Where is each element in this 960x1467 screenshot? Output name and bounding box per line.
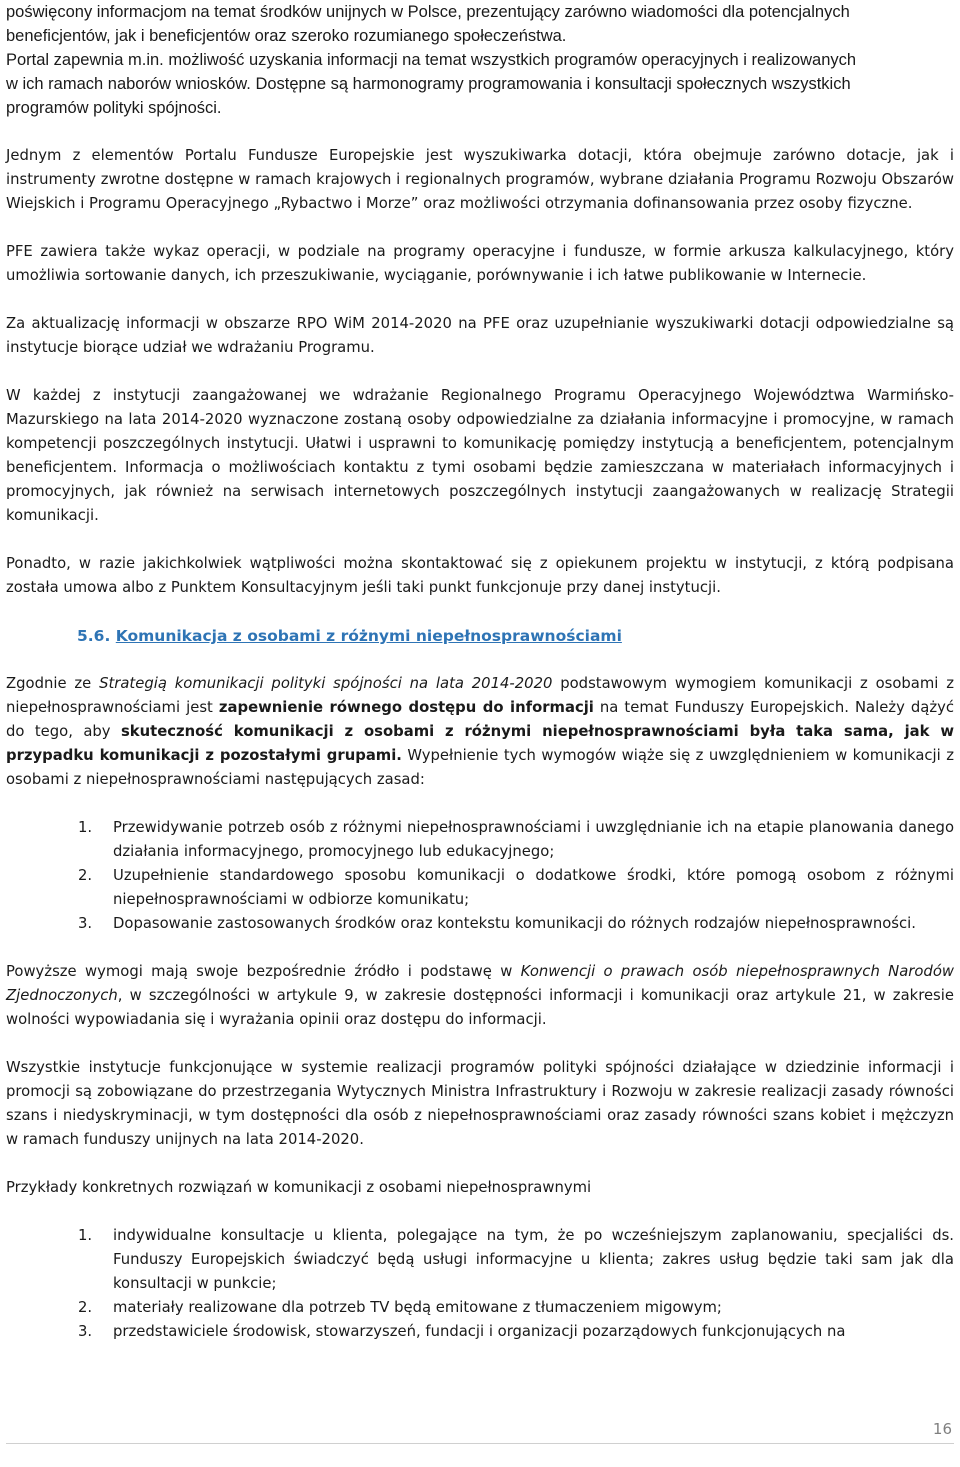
list-marker: 1. [78, 819, 93, 836]
list-marker: 1. [78, 1227, 93, 1244]
list-item-text: Dopasowanie zastosowanych środków oraz kontekstu komunikacji do różnych rodzajów niepełnosprawności. [113, 915, 916, 932]
portal-description [6, 0, 954, 120]
list-item-text: Przewidywanie potrzeb osób z różnymi niepełnosprawnościami i uwzględnianie ich na etapie planowania danego działania informacyjnego, promocyjnego lub edukacyjnego; [113, 819, 954, 860]
footer-divider [6, 1443, 954, 1444]
list-marker: 2. [78, 1299, 93, 1316]
emphasis-equal-access: zapewnienie równego dostępu do informacji [218, 699, 594, 716]
paragraph-operations-list: PFE zawiera także wykaz operacji, w podziale na programy operacyjne i fundusze, w formie arkusza kalkulacyjnego, który umożliwia sortowanie danych, ich przeszukiwanie, wyciąganie, porównywanie i ich łatwe publikowanie w Internecie. [6, 243, 954, 284]
paragraph-examples-intro: Przykłady konkretnych rozwiązań w komunikacji z osobami niepełnosprawnymi [6, 1179, 592, 1196]
list-item [6, 912, 954, 936]
list-item-text: Uzupełnienie standardowego sposobu komunikacji o dodatkowe środki, które pomogą osobom z różnymi niepełnosprawnościami w odbiorze komunikatu; [113, 867, 954, 908]
paragraph-strategy [6, 672, 954, 792]
section-heading [77, 624, 954, 648]
text-line: poświęcony informacjom na temat środków unijnych w Polsce, prezentujący zarówno wiadomości dla potencjalnych [6, 3, 850, 21]
convention-title: Konwencji o prawach osób niepełnosprawnych Narodów Zjednoczonych [6, 963, 954, 1004]
text-run: Zgodnie ze [6, 675, 100, 692]
list-item-text: indywidualne konsultacje u klienta, polegające na tym, że po wcześniejszym zaplanowaniu, specjaliści ds. Funduszy Europejskich świadczyć będą usługi informacyjne u klienta; zakres usług będzie taki sam jak dla konsultacji w punkcie; [113, 1227, 954, 1292]
text-line: programów polityki spójności. [6, 99, 222, 117]
list-item [6, 816, 954, 864]
text-run: podstawowym wymogiem komunikacji z osobami z niepełnosprawnościami jest [6, 675, 954, 716]
paragraph-convention [6, 960, 954, 1032]
paragraph-search-engine: Jednym z elementów Portalu Fundusze Europejskie jest wyszukiwarka dotacji, która obejmuje zarówno dotacje, jak i instrumenty zwrotne dostępne w ramach krajowych i regionalnych programów, wybrane działania Programu Rozwoju Obszarów Wiejskich i Programu Operacyjnego „Rybactwo i Morze” oraz możliwości otrzymania dofinansowania przez osoby fizyczne. [6, 147, 954, 212]
section-number: 5.6. [77, 627, 111, 645]
list-item-text: materiały realizowane dla potrzeb TV będą emitowane z tłumaczeniem migowym; [113, 1299, 722, 1316]
text-line: Portal zapewnia m.in. możliwość uzyskania informacji na temat wszystkich programów operacyjnych i realizowanych [6, 51, 857, 69]
paragraph-update-responsibility: Za aktualizację informacji w obszarze RPO WiM 2014-2020 na PFE oraz uzupełnianie wyszukiwarki dotacji odpowiedzialne są instytucje biorące udział we wdrażaniu Programu. [6, 315, 954, 356]
text-run: na temat Funduszy Europejskich. Należy dążyć do tego, aby [6, 699, 954, 740]
list-marker: 2. [78, 867, 93, 884]
paragraph-responsible-persons: W każdej z instytucji zaangażowanej we wdrażanie Regionalnego Programu Operacyjnego Województwa Warmińsko-Mazurskiego na lata 2014-2020 wyznaczone zostaną osoby odpowiedzialne za działania informacyjne i promocyjne, w ramach kompetencji poszczególnych instytucji. Ułatwi i usprawni to komunikację pomiędzy instytucją a beneficjentem, potencjalnym beneficjentem. Informacja o możliwościach kontaktu z tymi osobami będzie zamieszczana w materiałach informacyjnych i promocyjnych, jak również na serwisach internetowych poszczególnych instytucji zaangażowanych w realizację Strategii komunikacji. [6, 387, 954, 524]
section-title: Komunikacja z osobami z różnymi niepełnosprawnościami [115, 627, 622, 645]
text-line: beneficjentów, jak i beneficjentów oraz szeroko rozumianego społeczeństwa. [6, 27, 567, 45]
emphasis-effectiveness: skuteczność komunikacji z osobami z różnymi niepełnosprawnościami była taka sama, jak w przypadku komunikacji z pozostałymi grupami. [6, 723, 954, 764]
list-item [6, 1320, 954, 1344]
text-run: Powyższe wymogi mają swoje bezpośrednie źródło i podstawę w [6, 963, 521, 980]
document-page [6, 0, 954, 1344]
paragraph-guidelines: Wszystkie instytucje funkcjonujące w systemie realizacji programów polityki spójności działające w dziedzinie informacji i promocji są zobowiązane do przestrzegania Wytycznych Ministra Infrastruktury i Rozwoju w zakresie realizacji zasady równości szans i niedyskryminacji, w tym dostępności dla osób z niepełnosprawnościami oraz zasady równości szans kobiet i mężczyzn w ramach funduszy unijnych na lata 2014-2020. [6, 1059, 954, 1148]
text-run: Wypełnienie tych wymogów wiąże się z uwzględnieniem w komunikacji z osobami z niepełnosprawnościami następujących zasad: [6, 747, 954, 788]
list-item [6, 1296, 954, 1320]
list-marker: 3. [78, 1323, 93, 1340]
list-marker: 3. [78, 915, 93, 932]
text-line: Dostępne są harmonogramy programowania i konsultacji społecznych wszystkich [255, 75, 851, 93]
strategy-title: Strategią komunikacji polityki spójności na lata 2014-2020 [99, 675, 553, 692]
list-item [6, 864, 954, 912]
examples-list [6, 1224, 954, 1344]
text-run: , w szczególności w artykule 9, w zakresie dostępności informacji i komunikacji oraz artykule 21, w zakresie wolności wypowiadania się i wyrażania opinii oraz dostępu do informacji. [6, 987, 954, 1028]
principles-list [6, 816, 954, 936]
text-line: w ich ramach naborów wniosków. [6, 75, 256, 93]
paragraph-contact-guardian: Ponadto, w razie jakichkolwiek wątpliwości można skontaktować się z opiekunem projektu w instytucji, z którą podpisana została umowa albo z Punktem Konsultacyjnym jeśli taki punkt funkcjonuje przy danej instytucji. [6, 555, 954, 596]
page-number: 16 [932, 1420, 952, 1438]
list-item [6, 1224, 954, 1296]
list-item-text: przedstawiciele środowisk, stowarzyszeń, fundacji i organizacji pozarządowych funkcjonujących na [113, 1323, 846, 1340]
